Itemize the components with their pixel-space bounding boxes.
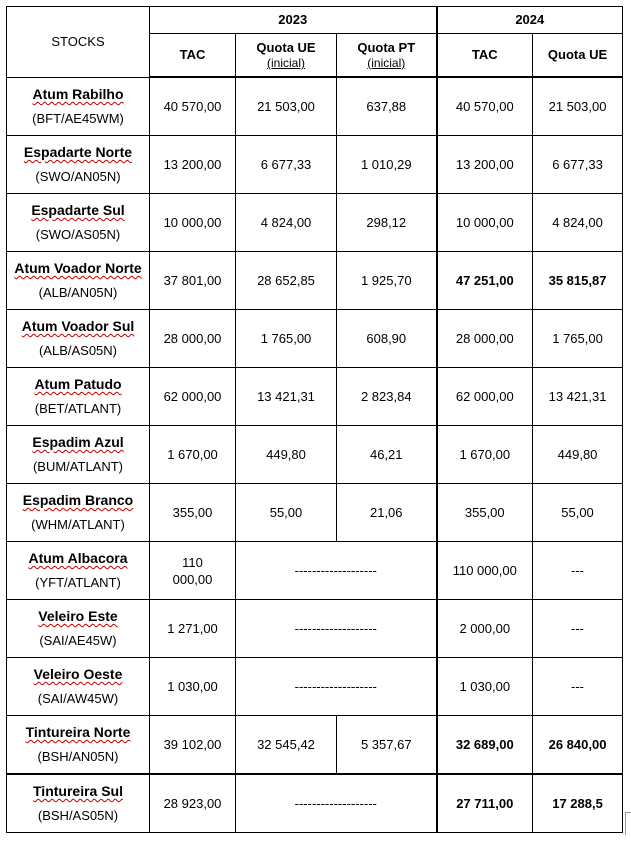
table-row	[7, 658, 623, 716]
stock-name: Espadarte Sul	[31, 202, 125, 218]
stock-cell	[7, 368, 150, 426]
table-row	[7, 774, 623, 833]
stock-name: Tintureira Sul	[33, 783, 123, 799]
stock-code: (ALB/AN05N)	[38, 285, 118, 300]
stock-code: (BUM/ATLANT)	[32, 459, 124, 474]
stock-code: (BSH/AN05N)	[37, 749, 119, 764]
stock-cell	[7, 716, 150, 775]
stock-code: (ALB/AS05N)	[38, 343, 118, 358]
tac-2023-cell	[150, 542, 236, 600]
tac-2024-cell: 28 000,00	[437, 310, 533, 368]
tac-2023-cell: 10 000,00	[150, 194, 236, 252]
tac-2023-header: TAC	[150, 34, 236, 78]
tac-2024-header: TAC	[437, 34, 533, 78]
stock-cell	[7, 310, 150, 368]
year-2023-header: 2023	[150, 7, 437, 34]
tac-2023-cell: 40 570,00	[150, 77, 236, 136]
quota-ue-2024-cell: 6 677,33	[533, 136, 623, 194]
quota-ue-2024-header: Quota UE	[533, 34, 623, 78]
quota-2023-merged-cell: -------------------	[236, 600, 437, 658]
tac-2023-value: 110 000,00	[172, 554, 213, 587]
quota-ue-2024-cell: 21 503,00	[533, 77, 623, 136]
tac-2023-cell: 37 801,00	[150, 252, 236, 310]
tac-2023-cell: 1 271,00	[150, 600, 236, 658]
tac-2024-cell: 110 000,00	[437, 542, 533, 600]
stock-cell	[7, 252, 150, 310]
quota-ue-2024-cell: 35 815,87	[533, 252, 623, 310]
stock-code: (BSH/AS05N)	[37, 808, 119, 823]
quota-2023-merged-cell: -------------------	[236, 774, 437, 833]
quota-ue-2023-header	[236, 34, 337, 78]
quota-pt-label: Quota PT	[357, 40, 416, 55]
tac-2024-cell: 10 000,00	[437, 194, 533, 252]
quota-ue-2024-cell: ---	[533, 658, 623, 716]
stocks-header: STOCKS	[7, 7, 150, 78]
quota-pt-2023-cell: 46,21	[337, 426, 437, 484]
quota-pt-2023-header	[337, 34, 437, 78]
stock-code: (SAI/AW45W)	[37, 691, 119, 706]
quota-ue-2023-cell: 32 545,42	[236, 716, 337, 775]
table-row	[7, 77, 623, 136]
tac-2024-cell: 47 251,00	[437, 252, 533, 310]
table-row	[7, 600, 623, 658]
stock-quota-table	[6, 6, 623, 833]
quota-ue-2023-cell: 13 421,31	[236, 368, 337, 426]
quota-ue-2023-cell: 1 765,00	[236, 310, 337, 368]
stock-cell	[7, 136, 150, 194]
table-row	[7, 484, 623, 542]
stock-cell	[7, 194, 150, 252]
stock-name: Atum Albacora	[28, 550, 128, 566]
table-row	[7, 136, 623, 194]
quota-2023-merged-cell: -------------------	[236, 542, 437, 600]
stock-code: (SWO/AN05N)	[35, 169, 121, 184]
quota-ue-2024-cell: ---	[533, 600, 623, 658]
quota-ue-2023-cell: 55,00	[236, 484, 337, 542]
tac-2024-cell: 40 570,00	[437, 77, 533, 136]
quota-ue-2024-cell: 4 824,00	[533, 194, 623, 252]
tac-2024-cell: 1 030,00	[437, 658, 533, 716]
quota-ue-2024-cell: 13 421,31	[533, 368, 623, 426]
tac-2024-cell: 32 689,00	[437, 716, 533, 775]
stock-code: (SAI/AE45W)	[39, 633, 117, 648]
quota-pt-2023-cell: 5 357,67	[337, 716, 437, 775]
quota-ue-2023-cell: 6 677,33	[236, 136, 337, 194]
quota-ue-2024-cell: ---	[533, 542, 623, 600]
tac-2023-cell: 62 000,00	[150, 368, 236, 426]
stock-name: Espadarte Norte	[23, 144, 133, 160]
tac-2024-cell: 27 711,00	[437, 774, 533, 833]
stock-name: Espadim Branco	[22, 492, 134, 508]
quota-ue-2024-cell: 17 288,5	[533, 774, 623, 833]
stock-code: (SWO/AS05N)	[35, 227, 121, 242]
stock-name: Atum Voador Norte	[14, 260, 142, 276]
tac-2024-cell: 355,00	[437, 484, 533, 542]
stock-code: (BET/ATLANT)	[34, 401, 122, 416]
page-edge-fragment	[625, 812, 631, 835]
tac-2023-cell: 13 200,00	[150, 136, 236, 194]
stock-name: Veleiro Este	[38, 608, 118, 624]
stock-name: Espadim Azul	[32, 434, 124, 450]
table-row	[7, 542, 623, 600]
quota-ue-label: Quota UE	[256, 40, 316, 55]
stock-code: (WHM/ATLANT)	[31, 517, 125, 532]
table-row	[7, 194, 623, 252]
table-row	[7, 426, 623, 484]
stock-cell	[7, 774, 150, 833]
stock-name: Tintureira Norte	[25, 724, 131, 740]
quota-ue-2024-cell: 449,80	[533, 426, 623, 484]
tac-2023-cell: 355,00	[150, 484, 236, 542]
tac-2023-cell: 28 000,00	[150, 310, 236, 368]
quota-ue-2023-cell: 449,80	[236, 426, 337, 484]
stock-name: Atum Rabilho	[32, 85, 124, 102]
quota-ue-2023-cell: 28 652,85	[236, 252, 337, 310]
tac-2023-cell: 1 670,00	[150, 426, 236, 484]
tac-2024-cell: 62 000,00	[437, 368, 533, 426]
quota-pt-2023-cell: 637,88	[337, 77, 437, 136]
tac-2023-cell: 28 923,00	[150, 774, 236, 833]
quota-pt-2023-cell: 21,06	[337, 484, 437, 542]
quota-ue-2024-cell: 26 840,00	[533, 716, 623, 775]
stock-name: Atum Voador Sul	[21, 318, 135, 334]
tac-2024-cell: 13 200,00	[437, 136, 533, 194]
year-2024-header: 2024	[437, 7, 623, 34]
quota-pt-2023-cell: 1 925,70	[337, 252, 437, 310]
stock-cell	[7, 77, 150, 136]
quota-pt-2023-cell: 608,90	[337, 310, 437, 368]
quota-pt-2023-cell: 298,12	[337, 194, 437, 252]
quota-pt-2023-cell: 1 010,29	[337, 136, 437, 194]
quota-pt-2023-cell: 2 823,84	[337, 368, 437, 426]
tac-2024-cell: 2 000,00	[437, 600, 533, 658]
quota-2023-merged-cell: -------------------	[236, 658, 437, 716]
quota-ue-2024-cell: 1 765,00	[533, 310, 623, 368]
table-row	[7, 310, 623, 368]
stock-name: Veleiro Oeste	[33, 666, 123, 682]
table-row	[7, 716, 623, 775]
table-body	[7, 77, 623, 833]
tac-2023-cell: 1 030,00	[150, 658, 236, 716]
quota-ue-2023-cell: 21 503,00	[236, 77, 337, 136]
tac-2024-cell: 1 670,00	[437, 426, 533, 484]
header-row-years	[7, 7, 623, 34]
stock-cell	[7, 658, 150, 716]
quota-ue-2024-cell: 55,00	[533, 484, 623, 542]
tac-2023-cell: 39 102,00	[150, 716, 236, 775]
stock-code: (BFT/AE45WM)	[32, 110, 124, 126]
stock-code: (YFT/ATLANT)	[35, 575, 121, 590]
quota-ue-inicial-note: (inicial)	[266, 56, 305, 70]
stock-cell	[7, 426, 150, 484]
stock-cell	[7, 484, 150, 542]
stock-cell	[7, 600, 150, 658]
stock-cell	[7, 542, 150, 600]
table-row	[7, 368, 623, 426]
stock-name: Atum Patudo	[34, 376, 122, 392]
table-row	[7, 252, 623, 310]
quota-ue-2023-cell: 4 824,00	[236, 194, 337, 252]
quota-pt-inicial-note: (inicial)	[367, 56, 406, 70]
